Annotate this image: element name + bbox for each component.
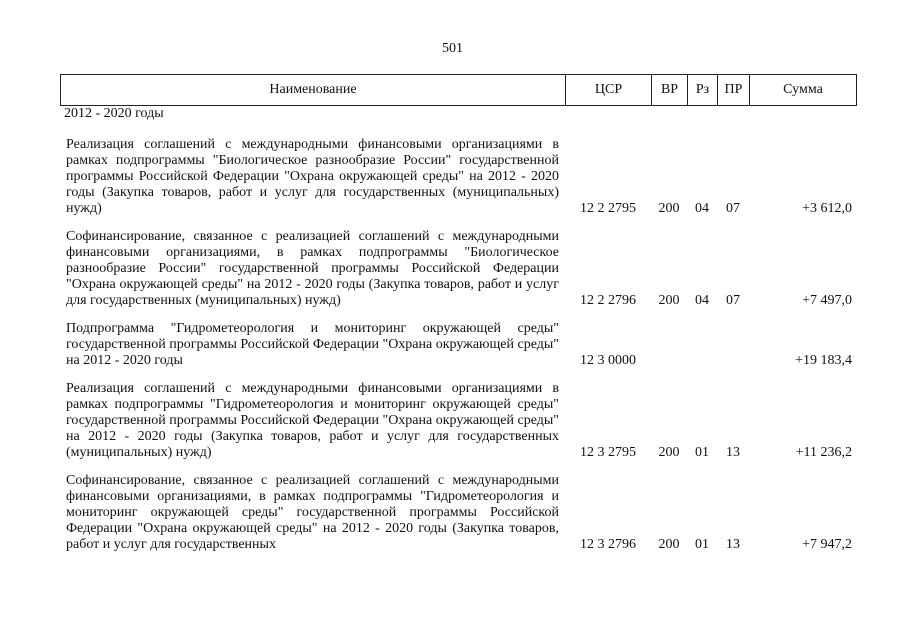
row-name-text: Софинансирование, связанное с реализацией соглашений с международными финансовыми организациями, в рамках подпрограммы "Биологическое разнообразие России" государственной программы Российской Федерации "Охрана окружающей среды" на 2012 - 2020 годы (Закупка товаров, работ и услуг для государственных (муниципальных) нужд): [66, 229, 559, 308]
row-pr: 07: [726, 201, 740, 216]
row-csr: 12 2 2795: [580, 201, 636, 216]
row-csr: 12 3 0000: [580, 353, 636, 368]
header-csr: ЦСР: [566, 75, 652, 106]
header-sum: Сумма: [750, 75, 857, 106]
row-sum: +3 612,0: [802, 201, 852, 216]
table-header: [60, 74, 857, 106]
row-vr: [651, 321, 687, 369]
table-row: [60, 473, 856, 553]
row-csr: 12 2 2796: [580, 293, 636, 308]
page-number: 501: [442, 41, 463, 56]
row-name-text: Реализация соглашений с международными финансовыми организациями в рамках подпрограммы "Биологическое разнообразие России" государственной программы Российской Федерации "Охрана окружающей среды" на 2012 - 2020 годы (Закупка товаров, работ и услуг для государственных (муниципальных) нужд): [66, 137, 559, 216]
row-sum: +11 236,2: [795, 445, 852, 460]
row-rz: 01: [695, 445, 709, 460]
row-rz: 04: [695, 293, 709, 308]
row-name-text: Реализация соглашений с международными финансовыми организациями в рамках подпрограммы "Гидрометеорология и мониторинг окружающей среды" государственной программы Российской Федерации "Охрана окружающей среды" на 2012 - 2020 годы (Закупка товаров, работ и услуг для государственных (муниципальных) нужд): [66, 381, 559, 460]
table-row: [60, 321, 856, 369]
row-rz: 04: [695, 201, 709, 216]
continuation-text: 2012 - 2020 годы: [64, 106, 164, 121]
row-pr: 13: [726, 445, 740, 460]
row-pr: 13: [726, 537, 740, 552]
header-vr: ВР: [652, 75, 688, 106]
header-rz: Рз: [688, 75, 718, 106]
row-name: [60, 381, 565, 461]
budget-table: [60, 106, 856, 553]
row-name: [60, 473, 565, 553]
row-name: [60, 321, 565, 369]
row-vr: 200: [658, 201, 680, 216]
row-csr: 12 3 2795: [580, 445, 636, 460]
table-row: [60, 229, 856, 309]
row-name-text: Подпрограмма "Гидрометеорология и мониторинг окружающей среды" государственной программы Российской Федерации "Охрана окружающей среды" на 2012 - 2020 годы: [66, 321, 559, 368]
header-pr: ПР: [718, 75, 750, 106]
row-pr: 07: [726, 293, 740, 308]
row-rz: 01: [695, 537, 709, 552]
row-sum: +7 497,0: [802, 293, 852, 308]
row-name: [60, 229, 565, 309]
table-row: [60, 137, 856, 217]
row-vr: 200: [658, 537, 680, 552]
table-row: [60, 381, 856, 461]
row-pr: [717, 321, 749, 369]
row-sum: +19 183,4: [795, 353, 852, 368]
row-sum: +7 947,2: [802, 537, 852, 552]
row-vr: 200: [658, 293, 680, 308]
row-vr: 200: [658, 445, 680, 460]
row-rz: [687, 321, 717, 369]
header-name: Наименование: [61, 75, 566, 106]
row-csr: 12 3 2796: [580, 537, 636, 552]
row-name: [60, 137, 565, 217]
row-name-text: Софинансирование, связанное с реализацией соглашений с международными финансовыми организациями, в рамках подпрограммы "Гидрометеорология и мониторинг окружающей среды" государственной программы Российской Федерации "Охрана окружающей среды" на 2012 - 2020 годы (Закупка товаров, работ и услуг для государственных: [66, 473, 559, 552]
